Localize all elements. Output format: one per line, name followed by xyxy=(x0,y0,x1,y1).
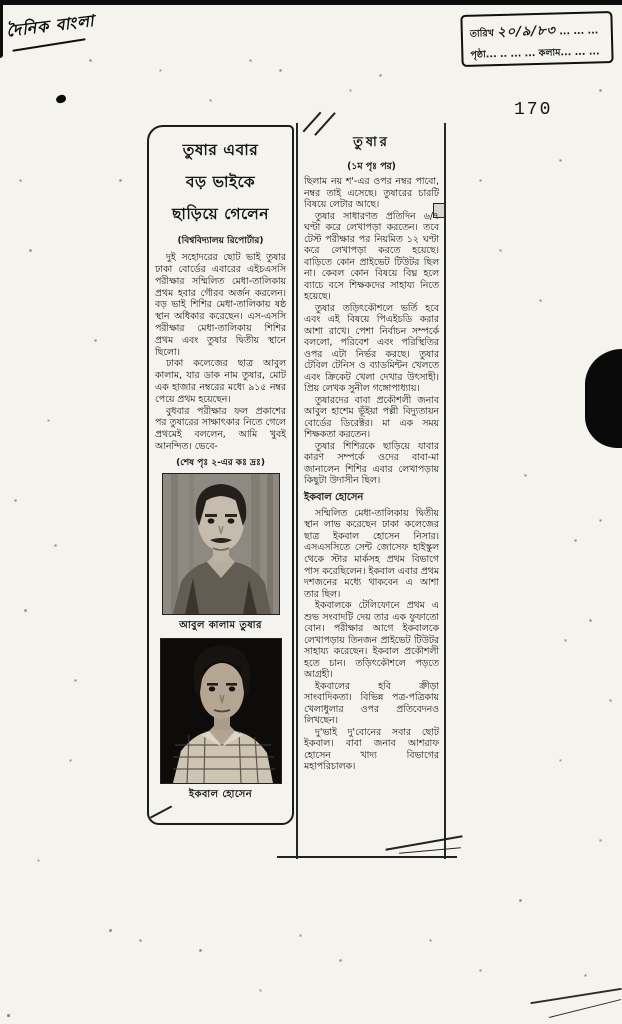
photo-iqbal xyxy=(160,638,282,784)
article-byline: (বিশ্ববিদ্যালয় রিপোর্টার) xyxy=(177,236,264,247)
portrait-iqbal-image xyxy=(160,638,282,784)
article-paragraph: দুই সহোদরের ছোট ভাই তুষার ঢাকা বোর্ডের এবারের এইচএসসি পরীক্ষার সম্মিলিত মেধা-তালিকায় প্রথম হবার গৌরব অর্জন করলেন। বড় ভাই শিশির মেধা-তালিকায় ষষ্ঠ স্থান অধিকার করেছেন। এস-এসসি পরীক্ষার মেধা-তালিকায় শিশির প্রথম এবং তুষার দ্বিতীয় স্থানে ছিলো। xyxy=(155,252,286,358)
stamp-page-row xyxy=(470,43,604,65)
article-paragraph: তুষার সাধারণত প্রতিদিন ৬/৭ ঘণ্টা করে লেখাপড়া করতেন। তবে টেস্ট পরীক্ষার পর নিয়মিত ১২ ঘণ্টা করে লেখাপড়া করতে হয়েছে। বাড়িতে কোন প্রাইভেট টিউটর ছিল না। কেবল কোন বিষয়ে বিঘ্ন হলে ব্যাচে বসে শিক্ষকদের সাহায্য নিতে হয়েছে। xyxy=(304,210,439,303)
scan-edge-left xyxy=(0,0,3,58)
photo-caption-tushar: আবুল কালাম তুষার xyxy=(179,619,262,631)
article-end-rule xyxy=(277,856,457,858)
date-value-handwritten: ২০/৯/৮৩ xyxy=(497,23,557,41)
newspaper-clipping xyxy=(147,123,456,908)
headline-line: বড় ভাইকে xyxy=(185,172,256,191)
article-paragraph: তুষারদের বাবা প্রকৌশলী জনাব আবুল হাশেম ভূঁইয়া পল্লী বিদ্যুতায়ন বোর্ডের ডিরেক্টর। মা এক সময় শিক্ষকতা করতেন। xyxy=(304,394,439,441)
article-paragraph: ছিলাম নয় শ'-এর ওপর নম্বর পাবো, নম্বর তাই এসেছে। তুষারের চারটি বিষয়ে লেটার আছে। xyxy=(304,176,439,211)
article-paragraph: ইকবালকে টেলিফোনে প্রথম এ শুভ সংবাদটি দেয় তার এক ফুফাতো বোন। পরীক্ষার আগে ইকবালকে লেখাপড়ায় তিনজন প্রাইভেট টিউটর সাহায্য করেছেন। ইকবাল প্রকৌশলী হতে চান। তড়িৎকৌশলে পড়তে আগ্রহী। xyxy=(304,600,439,681)
ink-blot-bump xyxy=(592,378,622,420)
date-label: তারিখ xyxy=(469,28,495,40)
scan-edge-top xyxy=(0,0,622,5)
ink-dot xyxy=(55,94,67,104)
article-body-right xyxy=(304,176,439,773)
headline-line: তুষার এবার xyxy=(182,141,259,159)
article-paragraph: ঢাকা কলেজের ছাত্র আবুল কালাম, যার ডাক নাম তুষার, মোট এক হাজার নম্বরের মধ্যে ৯১৫ নম্বর পেয়ে প্রথম হয়েছেন। xyxy=(155,358,286,405)
continuation-note: (শেষ পৃঃ ২-এর কঃ দ্রঃ) xyxy=(176,457,265,468)
archive-page-number: 170 xyxy=(514,100,553,120)
article-paragraph: সম্মিলিত মেধা-তালিকায় দ্বিতীয় স্থান লাভ করেছেন ঢাকা কলেজের ছাত্র ইকবাল হোসেন নিসার। এসএসসিতে সেন্ট জোসেফ হাইস্কুল থেকে স্টার মার্কসহ প্রথম বিভাগে পাস করেছিলেন। ইকবাল এবার প্রথম দশজনের মধ্যে থাকবেন এ আশা তার ছিল। xyxy=(304,507,439,600)
archive-stamp-box xyxy=(460,11,613,67)
article-paragraph: ইকবালের হবি ক্রীড়া সাংবাদিকতা। বিভিন্ন পত্র-পত্রিকায় খেলাধুলার ওপর প্রতিবেদনও লিখছেন। xyxy=(304,680,439,727)
page-dots: .. ... ... xyxy=(499,47,536,60)
newspaper-name-handwritten: দৈনিক বাংলা xyxy=(5,10,96,41)
pen-stroke xyxy=(549,999,621,1018)
article-paragraph: তুষার শিশিরকে ছাড়িয়ে যাবার কারণ সম্পর্কে ওদের বাবা-মা জানালেন শিশির এবার লেখাপড়ায় কিছুটা উদাসীন ছিল। xyxy=(304,440,439,487)
portrait-tushar-image xyxy=(162,473,280,615)
article-paragraph: তুষার তড়িৎকৌশলে ভর্তি হবে এবং এই বিষয়ে পিএইচডি করার আশা রাখে। পেশা নির্বাচন সম্পর্কে বললো, পরিবেশ এবং পরিস্থিতির ওপর এটা নির্ভর করছে। তুষার টেবিল টেনিস ও ব্যাডমিন্টন খেলতে এবং ক্রিকেট খেলা দেখার উৎসাহী। প্রিয় লেখক সুনীল গঙ্গোপাধ্যায়। xyxy=(304,302,439,395)
headline-line: ছাড়িয়ে গেলেন xyxy=(171,204,270,223)
article-body-left xyxy=(155,252,286,453)
photo-caption-iqbal: ইকবাল হোসেন xyxy=(188,788,253,800)
continued-article-header: তুষার xyxy=(353,135,390,150)
article-paragraph: দু'ভাই দু'বোনের সবার ছোট ইকবাল। বাবা জনাব আশরাফ হোসেন খাদ্য বিভাগের মহাপরিচালক। xyxy=(304,726,439,773)
clipping-left-column xyxy=(147,125,294,825)
stamp-date-row xyxy=(470,18,605,46)
photo-tushar xyxy=(162,473,280,615)
continued-from-note: (১ম পৃঃ পর) xyxy=(347,161,396,172)
page-label: পৃষ্ঠা... xyxy=(470,48,497,61)
article-headline xyxy=(155,131,286,232)
article-subhead-iqbal: ইকবাল হোসেন xyxy=(304,491,364,503)
column-dots: ... ... xyxy=(574,46,600,58)
paper-noise-speckles xyxy=(0,0,1,1)
clipping-right-column xyxy=(296,123,446,859)
column-label: কলাম... xyxy=(538,46,572,59)
article-paragraph: বুধবার পরীক্ষার ফল প্রকাশের পর তুষারের সাক্ষাৎকার নিতে গেলে প্রথমেই বললেন, আমি খুবই আনন্দিত। ভেবে- xyxy=(155,405,286,453)
date-dots: ... ... ... xyxy=(559,25,599,38)
